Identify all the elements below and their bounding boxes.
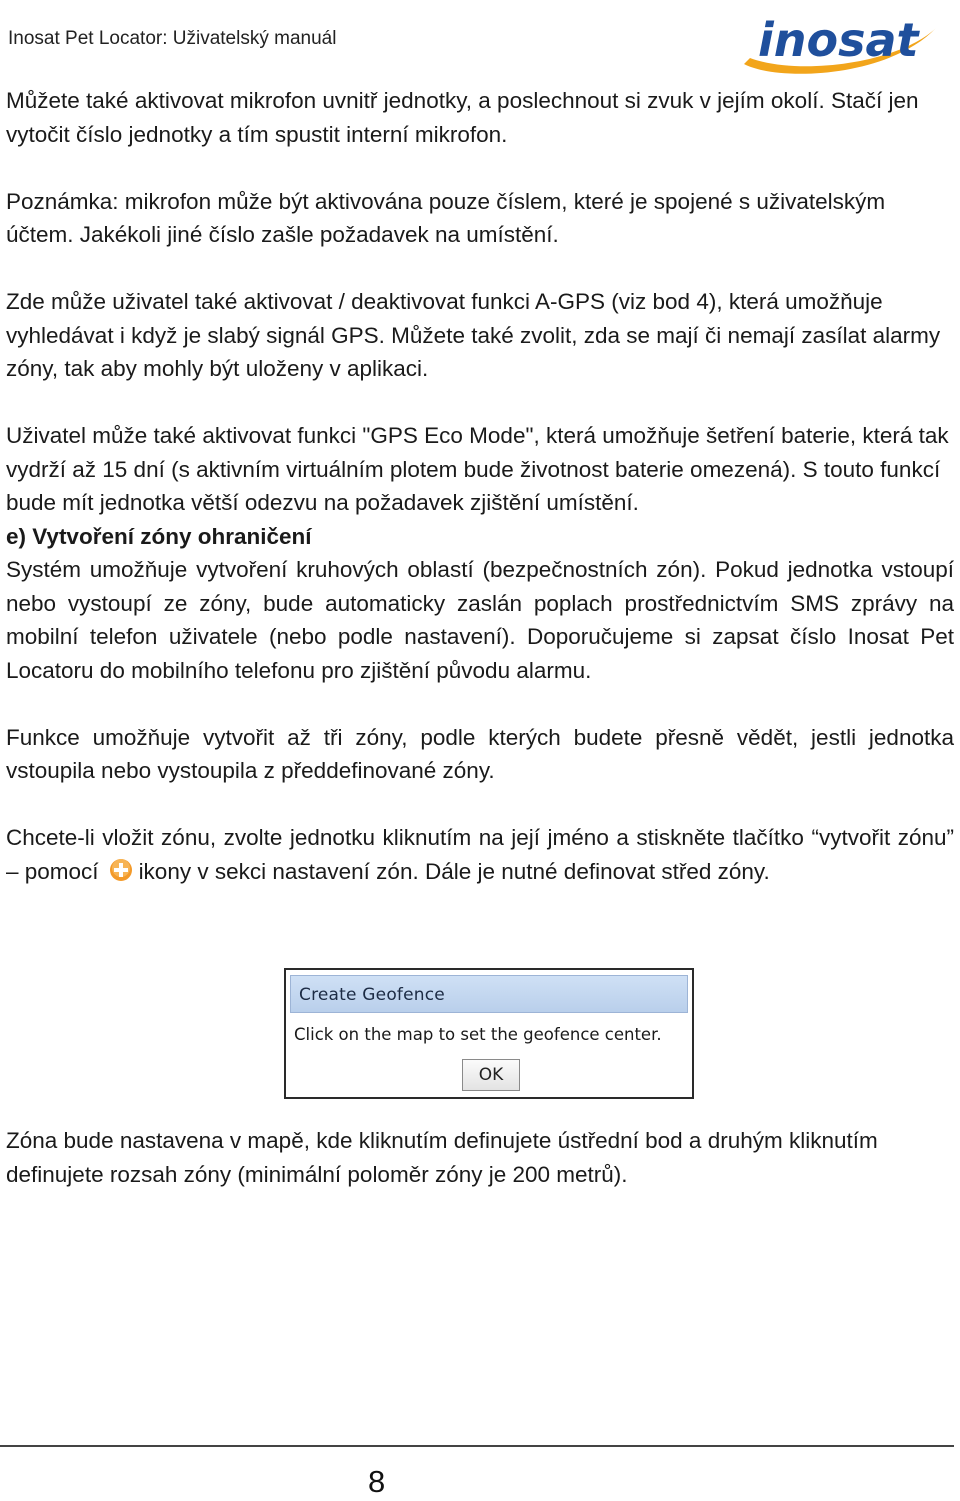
inosat-logo (738, 6, 944, 78)
ok-button[interactable]: OK (462, 1059, 520, 1091)
paragraph-note: Poznámka: mikrofon může být aktivována pouze číslem, které je spojené s uživatelským účtem. Jakékoli jiné číslo zašle požadavek na umístění. (6, 188, 886, 247)
dialog-message: Click on the map to set the geofence center. (294, 1025, 662, 1044)
document-body (6, 84, 954, 922)
create-zone-text-before: Chcete-li vložit zónu, zvolte jednotku kliknutím na její jméno a stiskněte tlačítko “vytvořit zónu” – pomocí (6, 825, 954, 884)
footer-divider (0, 1445, 954, 1447)
paragraph-zones-intro: Systém umožňuje vytvoření kruhových oblastí (bezpečnostních zón). Pokud jednotka vstoupí nebo vystoupí ze zóny, bude automaticky zaslán poplach prostřednictvím SMS zprávy na mobilní telefon uživatele (nebo podle nastavení). Doporučujeme si zapsat číslo Inosat Pet Locatoru do mobilního telefonu pro zjištění původu alarmu. (6, 557, 954, 683)
dialog-title: Create Geofence (299, 985, 445, 1005)
paragraph-zone-setup: Zóna bude nastavena v mapě, kde kliknutím definujete ústřední bod a druhým kliknutím definujete rozsah zóny (minimální poloměr zóny je 200 metrů). (6, 1128, 878, 1187)
document-header-title: Inosat Pet Locator: Uživatelský manuál (8, 28, 337, 49)
dialog-titlebar (290, 975, 688, 1013)
create-geofence-dialog (284, 968, 694, 1099)
page-number: 8 (368, 1464, 386, 1499)
section-heading-geofence: e) Vytvoření zóny ohraničení (6, 523, 312, 549)
paragraph-create-zone (6, 821, 954, 888)
paragraph-zones-count: Funkce umožňuje vytvořit až tři zóny, podle kterých budete přesně vědět, jestli jednotka vstoupila nebo vystoupila z předdefinované zóny. (6, 724, 954, 783)
paragraph-agps: Zde může uživatel také aktivovat / deaktivovat funkci A-GPS (viz bod 4), která umožňuje vyhledávat i když je slabý signál GPS. Můžete také zvolit, zda se mají či nemají zasílat alarmy zóny, tak aby mohly být uloženy v aplikaci. (6, 289, 941, 381)
paragraph-eco-mode: Uživatel může také aktivovat funkci "GPS Eco Mode", která umožňuje šetření baterie, která tak vydrží až 15 dní (s aktivním virtuálním plotem bude životnost baterie omezená). S touto funkcí bude mít jednotka větší odezvu na požadavek zjištění umístění. (6, 423, 949, 515)
paragraph-microphone: Můžete také aktivovat mikrofon uvnitř jednotky, a poslechnout si zvuk v jejím okolí. Stačí jen vytočit číslo jednotky a tím spustit interní mikrofon. (6, 88, 919, 147)
inosat-logo-text: inosat (758, 13, 919, 67)
create-zone-text-after: ikony v sekci nastavení zón. Dále je nutné definovat střed zóny. (138, 858, 770, 884)
add-zone-icon (109, 858, 133, 882)
